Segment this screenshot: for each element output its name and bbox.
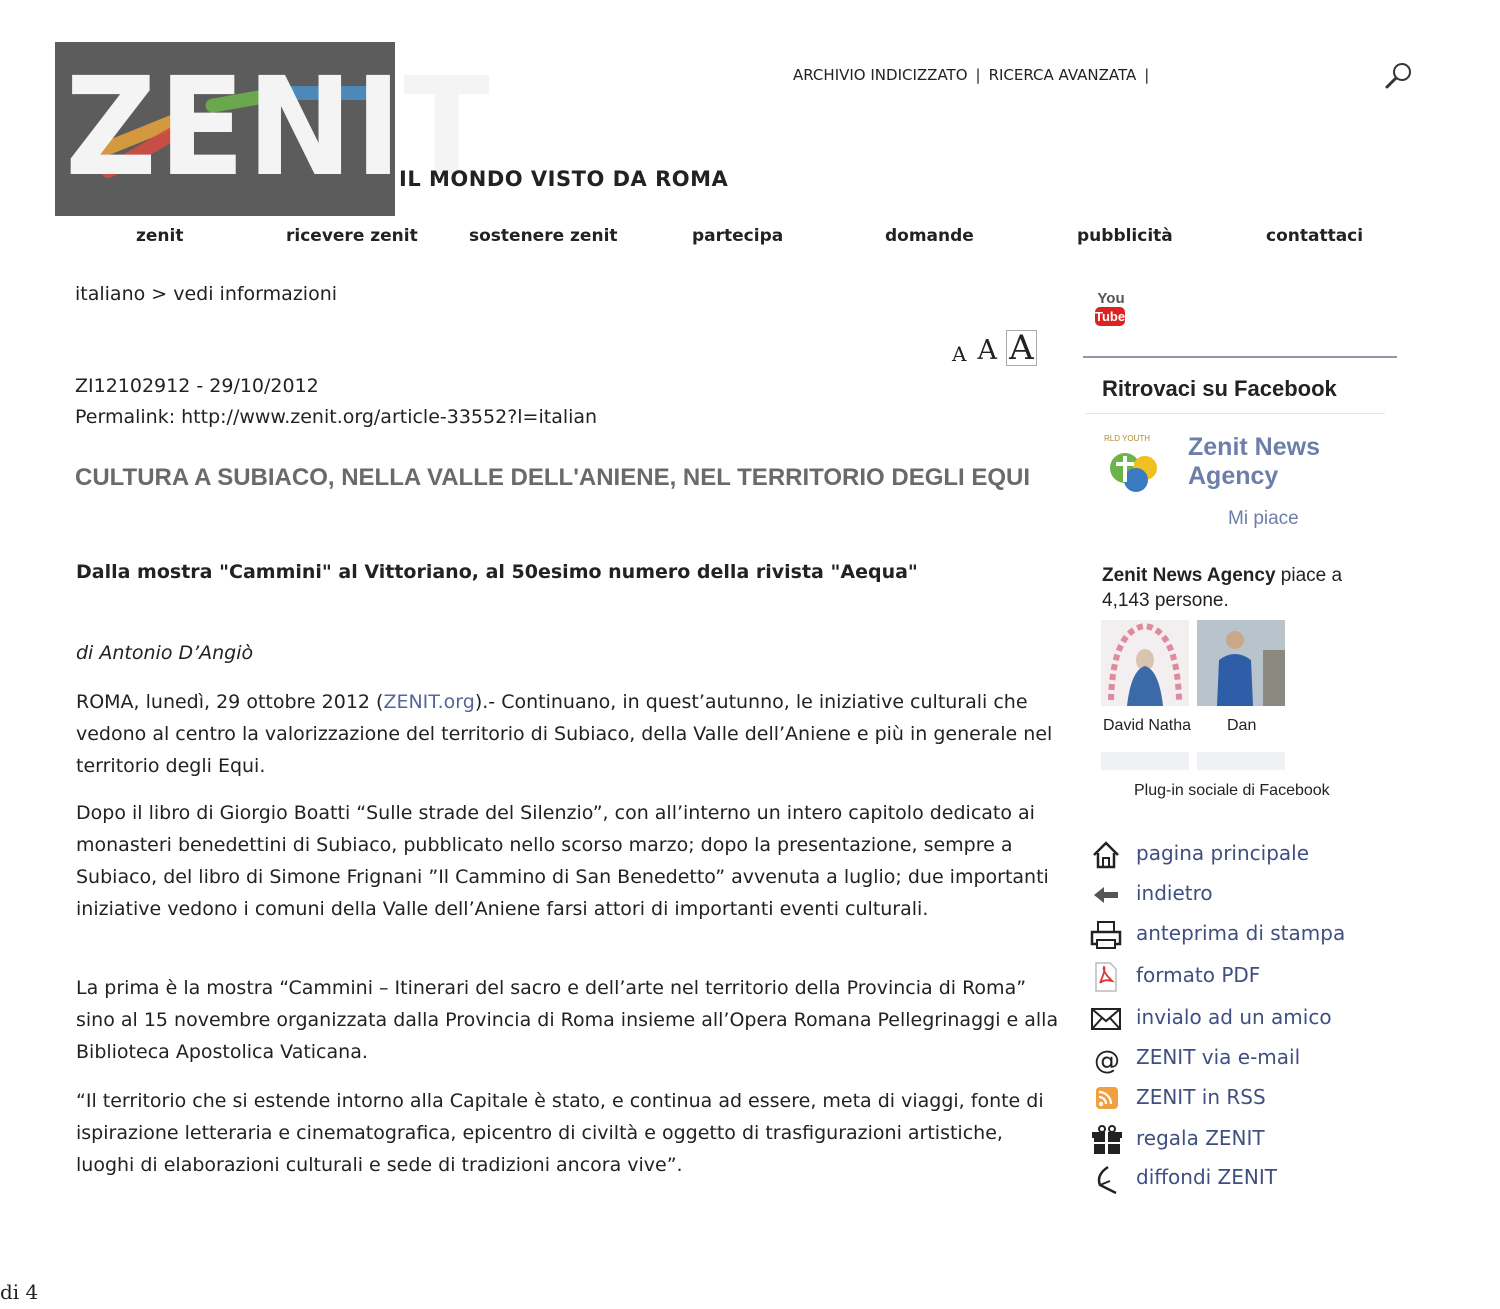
tool-label: regala ZENIT [1136,1126,1265,1150]
wyd-logo-text: RLD YOUTH [1104,434,1151,443]
page-name-line-1: Zenit News [1188,433,1320,461]
fan-avatar-1[interactable] [1101,620,1189,706]
paragraph-4: “Il territorio che si estende intorno alla Capitale è stato, e continua ad essere, meta di viaggi, fonte di ispirazione letteraria e cinematografica, epicentro di civiltà e oggetto di trasfigurazioni artistiche, luoghi di elaborazioni culturali e sede di tradizioni ancora vive”. [76,1090,1044,1176]
facebook-plugin-label[interactable]: Plug-in sociale di Facebook [1134,782,1330,799]
separator: | [975,66,981,84]
fan-name-2[interactable]: Dan [1227,717,1257,734]
nav-pubblicita[interactable]: pubblicità [1077,226,1173,246]
youtube-you: You [1097,290,1125,307]
tool-label: ZENIT via e-mail [1136,1045,1301,1069]
font-large-button[interactable]: A [1006,330,1037,366]
tool-label: formato PDF [1136,963,1261,987]
tool-label: invialo ad un amico [1136,1005,1332,1029]
tool-label: indietro [1136,881,1213,905]
fan-name-1[interactable]: David Natha [1103,717,1192,734]
article-title: CULTURA A SUBIACO, NELLA VALLE DELL'ANIENE, NEL TERRITORIO DEGLI EQUI [75,464,1031,491]
printer-icon [1090,919,1122,951]
paragraph-1 [76,686,1061,782]
tool-label: diffondi ZENIT [1136,1165,1277,1189]
wyd-logo[interactable] [1100,432,1172,504]
envelope-icon [1090,1003,1122,1035]
nav-partecipa[interactable]: partecipa [692,226,784,246]
font-medium-button[interactable]: A [977,335,998,366]
divider [1085,413,1385,414]
home-icon [1090,839,1122,871]
gift-icon [1090,1124,1122,1156]
logo-text: ZENIT [65,49,492,207]
tool-label: anteprima di stampa [1136,921,1346,945]
font-small-button[interactable]: A [952,342,967,366]
tagline: IL MONDO VISTO DA ROMA [399,167,729,191]
fan-avatar-3[interactable] [1101,752,1189,770]
tool-label: pagina principale [1136,841,1310,865]
like-button[interactable]: Mi piace [1228,508,1299,529]
nav-sostenere-zenit[interactable]: sostenere zenit [469,226,618,246]
dateline: ROMA, lunedì, 29 ottobre 2012 ( [76,691,384,713]
zenit-link[interactable]: ZENIT.org [383,691,475,713]
fan-avatar-4[interactable] [1197,752,1285,770]
nav-contattaci[interactable]: contattaci [1266,226,1364,246]
advanced-search-link[interactable]: RICERCA AVANZATA [988,66,1137,84]
article-id-date: ZI12102912 - 29/10/2012 [75,375,319,397]
nav-domande[interactable]: domande [885,226,974,246]
page-name-line-2: Agency [1188,462,1279,490]
share-icon [1090,1163,1122,1195]
breadcrumb[interactable]: italiano > vedi informazioni [75,283,338,305]
search-icon[interactable] [1384,60,1414,90]
article-subtitle: Dalla mostra "Cammini" al Vittoriano, al 50esimo numero della rivista "Aequa" [76,561,918,583]
zenit-logo[interactable] [55,42,492,216]
fan-avatar-2[interactable] [1197,620,1285,706]
paragraph-1-text: ).- Continuano, in quest’autunno, le iniziative culturali che vedono al centro la valorizzazione del territorio di Subiaco, della Valle dell’Aniene e più in generale nel territorio degli Equi. [76,691,1053,777]
youtube-tube: Tube [1095,309,1126,324]
page-number: di 4 [0,1280,39,1304]
at-icon [1090,1043,1122,1075]
paragraph-2: Dopo il libro di Giorgio Boatti “Sulle strade del Silenzio”, con all’interno un intero capitolo dedicato ai monasteri benedettini di Subiaco, pubblicato nello scorso marzo; dopo la presentazione, sempre a Subiaco, del libro di Simone Frignani ”Il Cammino di San Benedetto” avvenuta a luglio; due importanti iniziative vedono i comuni della Valle dell’Aniene farsi attori di importanti eventi culturali. [76,802,1049,920]
likes-page-name: Zenit News Agency [1102,565,1276,586]
tool-label: ZENIT in RSS [1136,1085,1266,1109]
likes-count-text: piace a 4,143 persone. [1102,565,1343,611]
nav-ricevere-zenit[interactable]: ricevere zenit [286,226,418,246]
pdf-icon [1090,961,1122,993]
youtube-icon[interactable] [1093,290,1129,330]
paragraph-3: La prima è la mostra “Cammini – Itinerari del sacro e dell’arte nel territorio della Provincia di Roma” sino al 15 novembre organizzata dalla Provincia di Roma insieme all’Opera Romana Pellegrinaggi e alla Biblioteca Apostolica Vaticana. [76,977,1059,1063]
separator: | [1144,66,1150,84]
article-meta [75,371,597,433]
article-author: di Antonio D’Angiò [76,642,254,664]
back-arrow-icon [1090,879,1122,911]
likes-count [1102,563,1382,613]
archive-link[interactable]: ARCHIVIO INDICIZZATO [793,66,968,84]
font-size-controls [952,330,1037,366]
rss-icon [1090,1083,1122,1115]
top-links [793,66,1157,84]
facebook-title: Ritrovaci su Facebook [1102,376,1337,401]
svg-text:@: @ [1094,1046,1120,1076]
facebook-page-name[interactable] [1188,433,1320,491]
permalink[interactable]: Permalink: http://www.zenit.org/article-33552?l=italian [75,406,598,428]
nav-zenit[interactable]: zenit [136,226,184,246]
